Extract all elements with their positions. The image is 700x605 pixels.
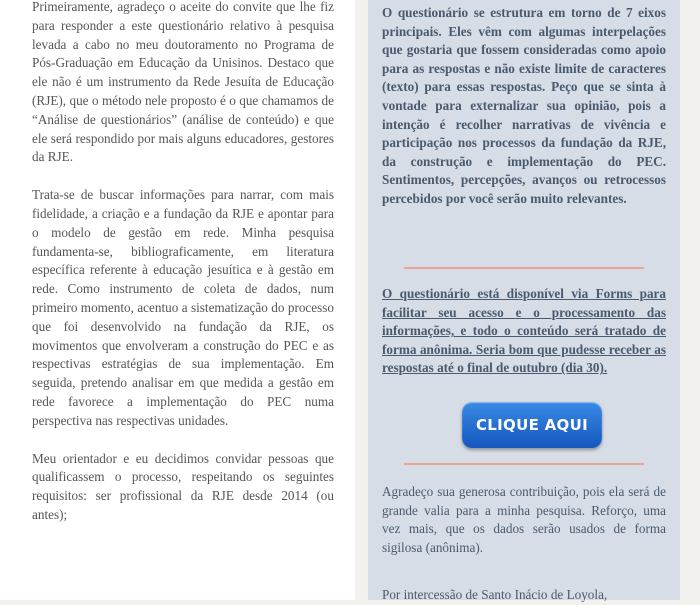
divider-bottom xyxy=(404,463,644,465)
paragraph-research: Trata-se de buscar informações para narrar, com mais fidelidade, a criação e a fundação da RJE e apontar para o modelo de gestão em rede. Minha pesquisa fundamenta-se, bibliograficamente, em literatura específica referente à educação jesuítica e à gestão em rede. Como instrumento de coleta de dados, num primeiro momento, acentuo a sistematização do processo que foi desenvolvido na fundação da RJE, os movimentos que envolveram a construção do PEC e as respectivas estratégias de sua implementação. Em seguida, pretendo analisar em que medida a gestão em rede favorece a implementação do PEC numa perspectiva nas respectivas unidades. xyxy=(32,187,334,428)
forms-availability-link[interactable]: O questionário está disponível via Forms para facilitar seu acesso e o processamento das informações, e todo o conteúdo será tratado de forma anônima. Seria bom que pudesse receber as respostas até o final de outubro (dia 30). xyxy=(382,286,666,376)
closing-text: Por intercessão de Santo Inácio de Loyola, xyxy=(382,587,608,602)
paragraph-intro: Primeiramente, agradeço o aceite do convite que lhe fiz para responder a este questionário relativo à pesquisa levada a cabo no meu doutoramento no Programa de Pós-Graduação em Educação da Unisinos. Destaco que ele não é um instrumento da Rede Jesuíta de Educação (RJE), que o método nele proposto é o que chamamos de “Análise de questionários” (análise de conteúdo) e que ele será respondido por mais alguns educadores, gestores da RJE. xyxy=(32,0,334,165)
divider-top xyxy=(404,267,644,269)
thanks-text: Agradeço sua generosa contribuição, pois ela será de grande valia para a minha pesquisa. Reforço, uma vez mais, que os dados serão usados de forma sigilosa (anônima). xyxy=(382,484,666,555)
paragraph-invitation: Meu orientador e eu decidimos convidar pessoas que qualificassem o processo, respeitando os seguintes requisitos: ser profissional da RJE desde 2014 (ou antes); xyxy=(32,450,334,522)
letter-right-column xyxy=(368,0,680,600)
questionnaire-structure-text: O questionário se estrutura em torno de 7 eixos principais. Eles vêm com algumas interpelações que gostaria que fossem consideradas como apoio para as respostas e não existe limite de caracteres (texto) para essas respostas. Peço que se sinta à vontade para externalizar sua opinião, pois a intenção é recolher narrativas de vivência e participação nos processos da fundação da RJE, da construção e implementação do PEC. Sentimentos, percepções, avanços ou retrocessos percebidos por você serão muito relevantes. xyxy=(382,5,666,206)
clique-aqui-button[interactable]: CLIQUE AQUI xyxy=(462,402,602,448)
letter-body xyxy=(32,0,334,544)
